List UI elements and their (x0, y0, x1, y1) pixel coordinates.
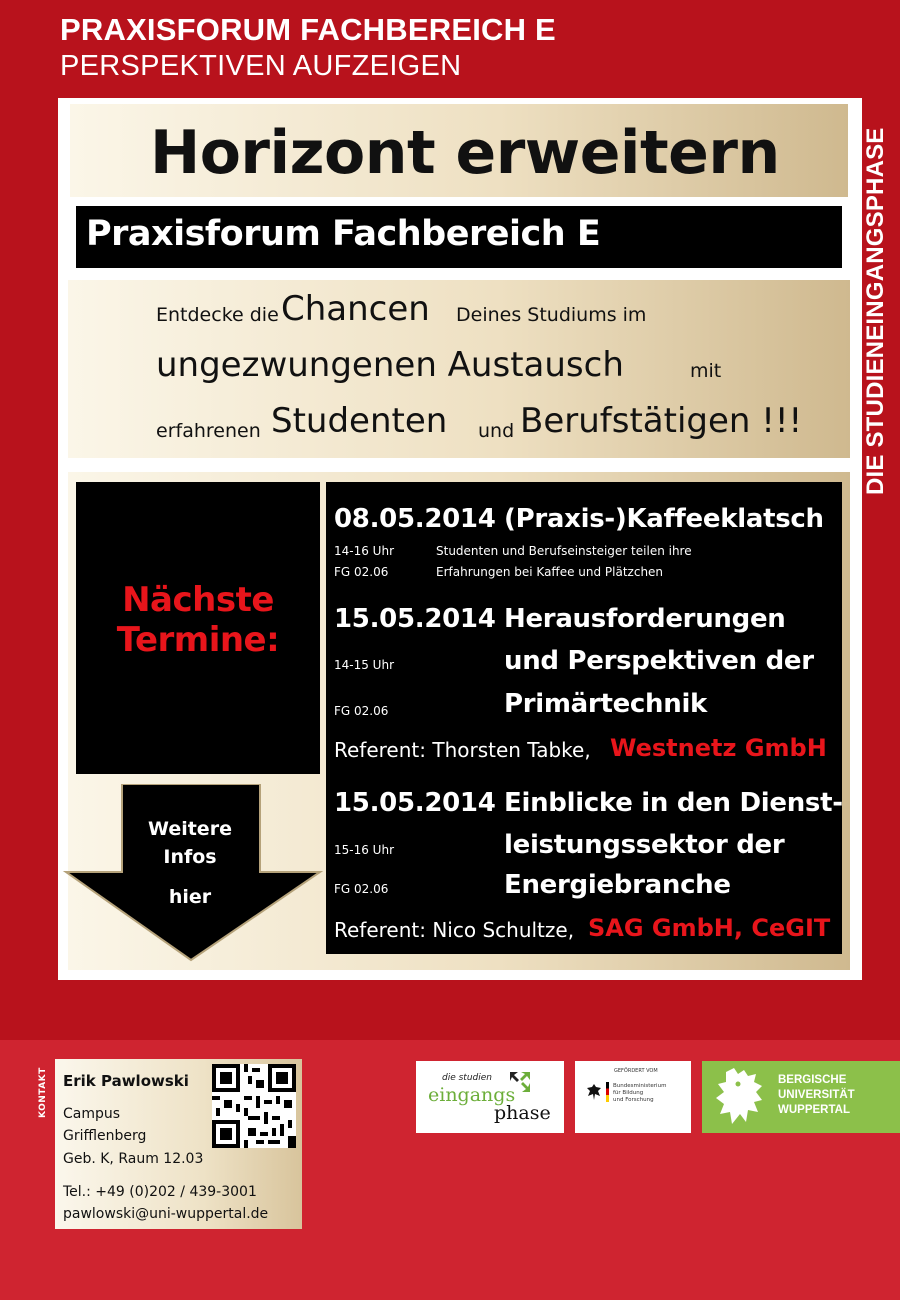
side-label: DIE STUDIENEINGANGSPHASE (862, 127, 889, 495)
event-date: 08.05.2014 (334, 504, 496, 534)
contact-email[interactable]: pawlowski@uni-wuppertal.de (63, 1206, 269, 1222)
event-speaker: Referent: Nico Schultze, (334, 918, 575, 942)
logo-line: Bundesministerium (613, 1083, 667, 1089)
tagline-part: Entdecke die (156, 304, 279, 326)
header-subtitle: PERSPEKTIVEN AUFZEIGEN (60, 50, 462, 82)
contact-phone[interactable]: Tel.: +49 (0)202 / 439-3001 (63, 1184, 257, 1200)
event-title: Einblicke in den Dienst- (504, 788, 843, 818)
event-description: Studenten und Berufseinsteiger teilen ihre (436, 544, 692, 558)
university-name-line: UNIVERSITÄT (778, 1089, 855, 1101)
event-title: und Perspektiven der (504, 646, 814, 676)
tagline-part: erfahrenen (156, 420, 261, 442)
lion-icon (714, 1066, 770, 1128)
contact-address: Geb. K, Raum 12.03 (63, 1151, 204, 1167)
event-title: Energiebranche (504, 870, 731, 900)
event-title: Primärtechnik (504, 689, 708, 719)
next-dates-line: Nächste (122, 580, 274, 620)
arrows-icon (508, 1070, 532, 1094)
header-title: PRAXISFORUM FACHBEREICH E (60, 12, 556, 47)
event-room: FG 02.06 (334, 704, 389, 718)
qr-code-icon[interactable] (212, 1064, 296, 1148)
tagline-part: mit (690, 360, 722, 382)
event-title: leistungssektor der (504, 830, 785, 860)
event-description: Erfahrungen bei Kaffee und Plätzchen (436, 565, 664, 579)
logo-text (613, 1083, 666, 1104)
tagline-part: Studenten (271, 401, 448, 441)
event-speaker: Referent: Thorsten Tabke, (334, 738, 591, 762)
tagline-part: Chancen (281, 289, 430, 329)
contact-address: Grifflenberg (63, 1128, 147, 1144)
contact-name: Erik Pawlowski (63, 1072, 189, 1090)
more-info-line[interactable]: Weitere (148, 818, 232, 840)
event-time: 15-16 Uhr (334, 843, 395, 857)
logo-text: eingangs (428, 1084, 516, 1106)
event-date: 15.05.2014 (334, 788, 496, 818)
event-date: 15.05.2014 (334, 604, 496, 634)
eagle-icon (586, 1083, 602, 1101)
main-title: Horizont erweitern (150, 118, 780, 188)
university-name-line: WUPPERTAL (778, 1104, 850, 1116)
tagline-part: ungezwungenen Austausch (156, 345, 624, 385)
logo-text: die studien (442, 1073, 492, 1083)
logo-line: für Bildung (613, 1090, 644, 1096)
event-company: Westnetz GmbH (610, 734, 827, 762)
next-dates-line: Termine: (116, 620, 280, 660)
event-time: 14-16 Uhr (334, 544, 395, 558)
event-room: FG 02.06 (334, 565, 389, 579)
event-room: FG 02.06 (334, 882, 389, 896)
event-title: (Praxis-)Kaffeeklatsch (504, 504, 824, 534)
next-dates-heading (76, 580, 320, 660)
contact-address: Campus (63, 1106, 121, 1122)
contact-label: KONTAKT (38, 1067, 48, 1118)
tagline-part: und (478, 420, 515, 442)
logo-text: phase (494, 1102, 551, 1124)
poster-subtitle: Praxisforum Fachbereich E (86, 214, 601, 254)
tagline-part: Deines Studiums im (456, 304, 647, 326)
university-name-line: BERGISCHE (778, 1074, 847, 1086)
down-arrow-icon[interactable] (62, 784, 324, 962)
event-time: 14-15 Uhr (334, 658, 395, 672)
flag-icon (606, 1082, 609, 1102)
tagline-part: Berufstätigen !!! (520, 401, 803, 441)
more-info-line[interactable]: Infos (163, 846, 217, 868)
university-name (778, 1073, 855, 1118)
more-info-line[interactable]: hier (168, 886, 212, 908)
event-company: SAG GmbH, CeGIT (588, 914, 831, 942)
logo-line: und Forschung (613, 1097, 654, 1103)
event-title: Herausforderungen (504, 604, 786, 634)
logo-text: GEFÖRDERT VOM (614, 1068, 658, 1074)
